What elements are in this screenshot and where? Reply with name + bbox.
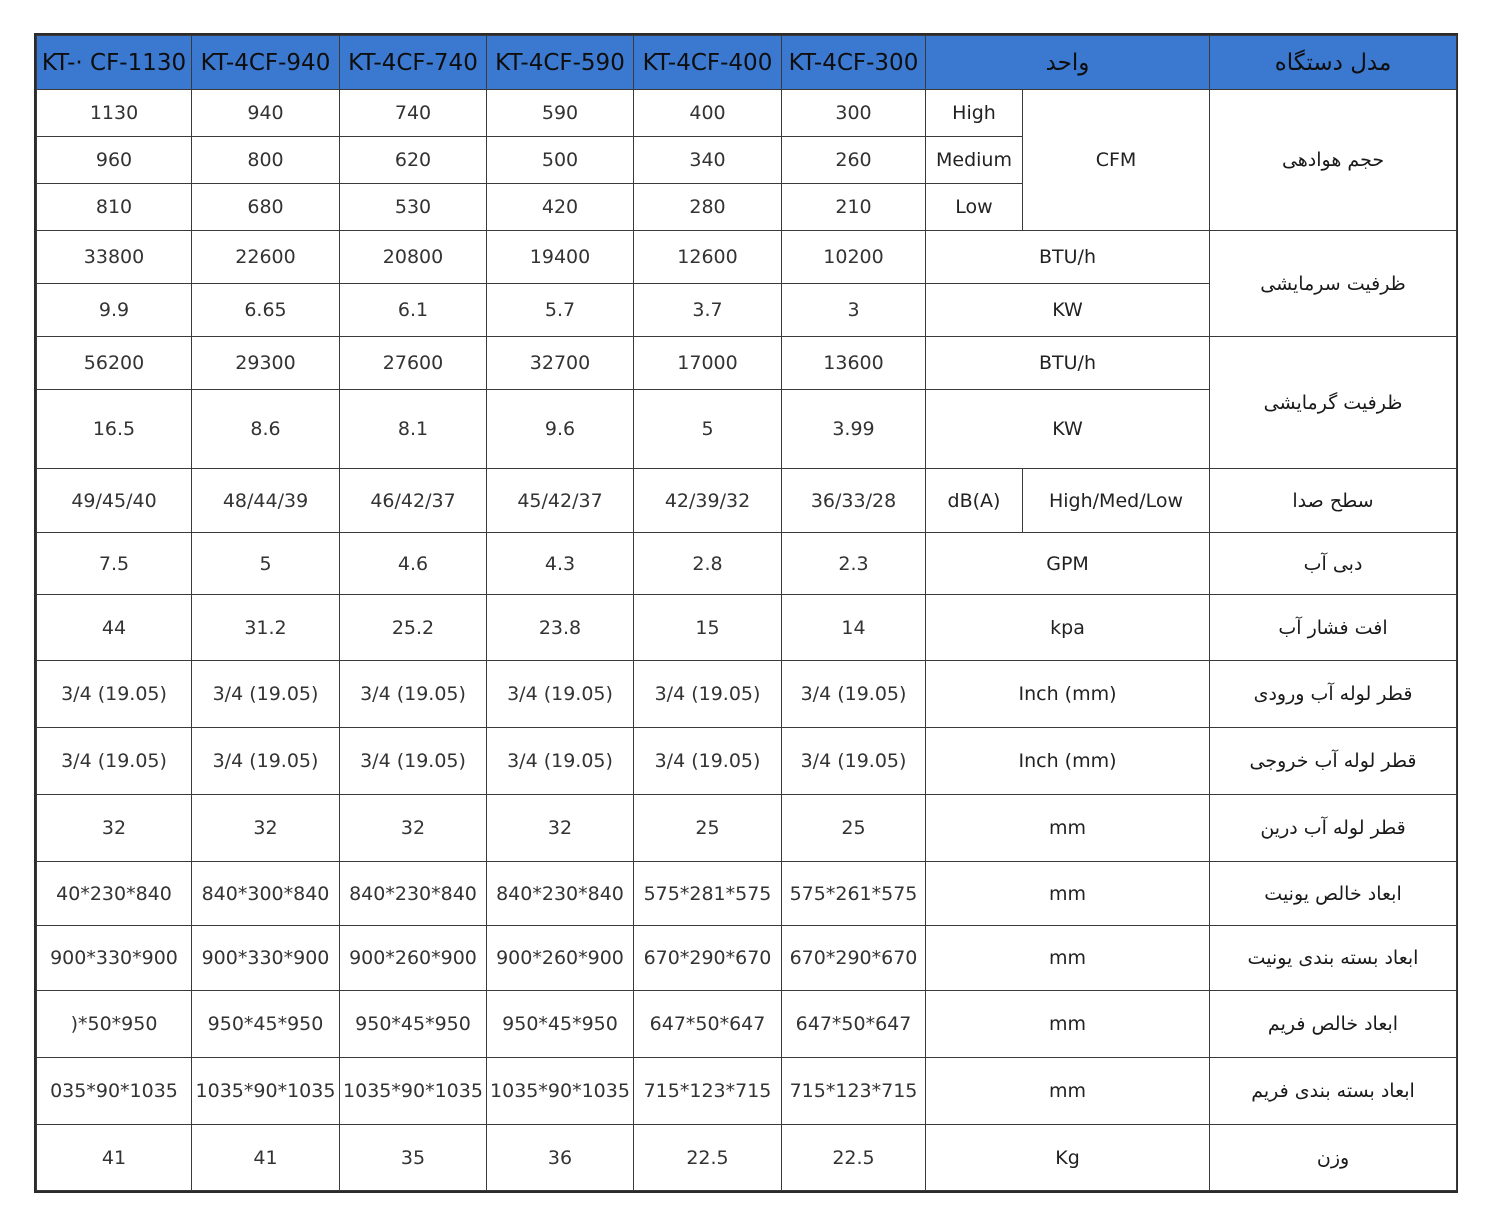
unit-cell: mm xyxy=(926,991,1210,1058)
value-cell: 32 xyxy=(340,795,487,862)
value-cell: 42/39/32 xyxy=(634,469,782,533)
value-cell: 647*50*647 xyxy=(634,991,782,1058)
value-cell: 31.2 xyxy=(192,595,340,661)
value-cell: 49/45/40 xyxy=(37,469,192,533)
value-cell: 4.3 xyxy=(487,533,634,595)
unit-cell: GPM xyxy=(926,533,1210,595)
unit-cell: mm xyxy=(926,926,1210,991)
level-cell: Medium xyxy=(926,137,1023,184)
value-cell: 32 xyxy=(487,795,634,862)
value-cell: 2.3 xyxy=(782,533,926,595)
value-cell: 035*90*1035 xyxy=(37,1058,192,1125)
value-cell: 840*230*840 xyxy=(340,862,487,926)
unit-cell: Inch (mm) xyxy=(926,661,1210,728)
value-cell: 530 xyxy=(340,184,487,231)
table-row xyxy=(37,661,1457,728)
param-cell: قطر لوله آب خروجی xyxy=(1210,728,1457,795)
unit-cell: mm xyxy=(926,795,1210,862)
unit-header: واحد xyxy=(926,36,1210,90)
model-header: KT-4CF-940 xyxy=(192,36,340,90)
value-cell: 280 xyxy=(634,184,782,231)
value-cell: 340 xyxy=(634,137,782,184)
table-row xyxy=(37,1125,1457,1191)
table-row xyxy=(37,469,1457,533)
param-cell: ابعاد خالص یونیت xyxy=(1210,862,1457,926)
param-cell: ظرفیت گرمایشی xyxy=(1210,337,1457,469)
param-cell: قطر لوله آب ورودی xyxy=(1210,661,1457,728)
value-cell: 8.6 xyxy=(192,390,340,469)
value-cell: 41 xyxy=(37,1125,192,1191)
value-cell: 48/44/39 xyxy=(192,469,340,533)
param-cell: قطر لوله آب درین xyxy=(1210,795,1457,862)
value-cell: 5.7 xyxy=(487,284,634,337)
param-cell: ابعاد بسته بندی یونیت xyxy=(1210,926,1457,991)
value-cell: 300 xyxy=(782,90,926,137)
value-cell: 3/4 (19.05) xyxy=(782,728,926,795)
model-header: KT-4CF-740 xyxy=(340,36,487,90)
table-row xyxy=(37,991,1457,1058)
value-cell: 22.5 xyxy=(782,1125,926,1191)
value-cell: 36 xyxy=(487,1125,634,1191)
value-cell: 56200 xyxy=(37,337,192,390)
unit-cell: CFM xyxy=(1023,90,1210,231)
value-cell: 3 xyxy=(782,284,926,337)
value-cell: 3/4 (19.05) xyxy=(634,661,782,728)
value-cell: 2.8 xyxy=(634,533,782,595)
value-cell: 1035*90*1035 xyxy=(340,1058,487,1125)
table-row xyxy=(37,795,1457,862)
unit-cell: mm xyxy=(926,862,1210,926)
value-cell: 5 xyxy=(192,533,340,595)
value-cell: 900*330*900 xyxy=(192,926,340,991)
value-cell: 46/42/37 xyxy=(340,469,487,533)
value-cell: 9.9 xyxy=(37,284,192,337)
level-cell: Low xyxy=(926,184,1023,231)
value-cell: 10200 xyxy=(782,231,926,284)
value-cell: 3/4 (19.05) xyxy=(634,728,782,795)
value-cell: 22.5 xyxy=(634,1125,782,1191)
unit-cell: Inch (mm) xyxy=(926,728,1210,795)
value-cell: 22600 xyxy=(192,231,340,284)
unit-cell: dB(A) xyxy=(926,469,1023,533)
value-cell: 3/4 (19.05) xyxy=(487,661,634,728)
value-cell: 3/4 (19.05) xyxy=(340,661,487,728)
value-cell: 715*123*715 xyxy=(634,1058,782,1125)
value-cell: 950*45*950 xyxy=(487,991,634,1058)
value-cell: 32 xyxy=(37,795,192,862)
value-cell: 740 xyxy=(340,90,487,137)
value-cell: 16.5 xyxy=(37,390,192,469)
spec-sheet xyxy=(34,33,1458,1193)
value-cell: 400 xyxy=(634,90,782,137)
model-header: KT-· CF-1130 xyxy=(37,36,192,90)
param-cell: ابعاد بسته بندی فریم xyxy=(1210,1058,1457,1125)
param-cell: دبی آب xyxy=(1210,533,1457,595)
value-cell: 500 xyxy=(487,137,634,184)
table-row xyxy=(37,1058,1457,1125)
unit-cell: BTU/h xyxy=(926,231,1210,284)
table-row xyxy=(37,926,1457,991)
value-cell: 20800 xyxy=(340,231,487,284)
value-cell: 3/4 (19.05) xyxy=(37,661,192,728)
value-cell: 17000 xyxy=(634,337,782,390)
value-cell: 25 xyxy=(782,795,926,862)
value-cell: 44 xyxy=(37,595,192,661)
value-cell: 19400 xyxy=(487,231,634,284)
value-cell: 3.7 xyxy=(634,284,782,337)
table-row xyxy=(37,595,1457,661)
table-row xyxy=(37,728,1457,795)
value-cell: 7.5 xyxy=(37,533,192,595)
value-cell: 3/4 (19.05) xyxy=(487,728,634,795)
model-header: KT-4CF-300 xyxy=(782,36,926,90)
value-cell: 6.65 xyxy=(192,284,340,337)
unit-cell: BTU/h xyxy=(926,337,1210,390)
value-cell: 950*45*950 xyxy=(192,991,340,1058)
value-cell: 25 xyxy=(634,795,782,862)
value-cell: 680 xyxy=(192,184,340,231)
unit-cell: kpa xyxy=(926,595,1210,661)
value-cell: 3/4 (19.05) xyxy=(340,728,487,795)
value-cell: 647*50*647 xyxy=(782,991,926,1058)
value-cell: 3/4 (19.05) xyxy=(782,661,926,728)
param-cell: وزن xyxy=(1210,1125,1457,1191)
value-cell: 13600 xyxy=(782,337,926,390)
level-cell: High/Med/Low xyxy=(1023,469,1210,533)
value-cell: 1035*90*1035 xyxy=(487,1058,634,1125)
table-row xyxy=(37,862,1457,926)
value-cell: 1035*90*1035 xyxy=(192,1058,340,1125)
value-cell: 900*260*900 xyxy=(340,926,487,991)
value-cell: 29300 xyxy=(192,337,340,390)
value-cell: 4.6 xyxy=(340,533,487,595)
value-cell: 41 xyxy=(192,1125,340,1191)
value-cell: 590 xyxy=(487,90,634,137)
unit-cell: KW xyxy=(926,390,1210,469)
table-row xyxy=(37,231,1457,284)
value-cell: 15 xyxy=(634,595,782,661)
param-cell: ابعاد خالص فریم xyxy=(1210,991,1457,1058)
spec-table xyxy=(36,35,1457,1191)
value-cell: 810 xyxy=(37,184,192,231)
table-row xyxy=(37,533,1457,595)
model-header: KT-4CF-400 xyxy=(634,36,782,90)
value-cell: 3/4 (19.05) xyxy=(37,728,192,795)
value-cell: 900*330*900 xyxy=(37,926,192,991)
unit-cell: KW xyxy=(926,284,1210,337)
param-cell: حجم هوادهی xyxy=(1210,90,1457,231)
value-cell: 800 xyxy=(192,137,340,184)
model-header: KT-4CF-590 xyxy=(487,36,634,90)
value-cell: 940 xyxy=(192,90,340,137)
value-cell: 575*261*575 xyxy=(782,862,926,926)
value-cell: 210 xyxy=(782,184,926,231)
value-cell: 620 xyxy=(340,137,487,184)
param-cell: افت فشار آب xyxy=(1210,595,1457,661)
value-cell: 950*45*950 xyxy=(340,991,487,1058)
value-cell: 40*230*840 xyxy=(37,862,192,926)
value-cell: 5 xyxy=(634,390,782,469)
value-cell: 960 xyxy=(37,137,192,184)
value-cell: 33800 xyxy=(37,231,192,284)
param-cell: ظرفیت سرمایشی xyxy=(1210,231,1457,337)
value-cell: 670*290*670 xyxy=(782,926,926,991)
value-cell: 36/33/28 xyxy=(782,469,926,533)
value-cell: 260 xyxy=(782,137,926,184)
value-cell: )*50*950 xyxy=(37,991,192,1058)
unit-cell: mm xyxy=(926,1058,1210,1125)
value-cell: 840*230*840 xyxy=(487,862,634,926)
value-cell: 575*281*575 xyxy=(634,862,782,926)
value-cell: 45/42/37 xyxy=(487,469,634,533)
value-cell: 840*300*840 xyxy=(192,862,340,926)
value-cell: 32700 xyxy=(487,337,634,390)
value-cell: 12600 xyxy=(634,231,782,284)
value-cell: 23.8 xyxy=(487,595,634,661)
value-cell: 715*123*715 xyxy=(782,1058,926,1125)
value-cell: 9.6 xyxy=(487,390,634,469)
value-cell: 25.2 xyxy=(340,595,487,661)
value-cell: 1130 xyxy=(37,90,192,137)
header-row xyxy=(37,36,1457,90)
level-cell: High xyxy=(926,90,1023,137)
value-cell: 3/4 (19.05) xyxy=(192,661,340,728)
table-row xyxy=(37,90,1457,137)
value-cell: 420 xyxy=(487,184,634,231)
unit-cell: Kg xyxy=(926,1125,1210,1191)
value-cell: 3.99 xyxy=(782,390,926,469)
table-row xyxy=(37,337,1457,390)
param-cell: سطح صدا xyxy=(1210,469,1457,533)
value-cell: 32 xyxy=(192,795,340,862)
value-cell: 35 xyxy=(340,1125,487,1191)
value-cell: 3/4 (19.05) xyxy=(192,728,340,795)
param-header: مدل دستگاه xyxy=(1210,36,1457,90)
value-cell: 8.1 xyxy=(340,390,487,469)
value-cell: 27600 xyxy=(340,337,487,390)
value-cell: 900*260*900 xyxy=(487,926,634,991)
value-cell: 6.1 xyxy=(340,284,487,337)
value-cell: 14 xyxy=(782,595,926,661)
value-cell: 670*290*670 xyxy=(634,926,782,991)
